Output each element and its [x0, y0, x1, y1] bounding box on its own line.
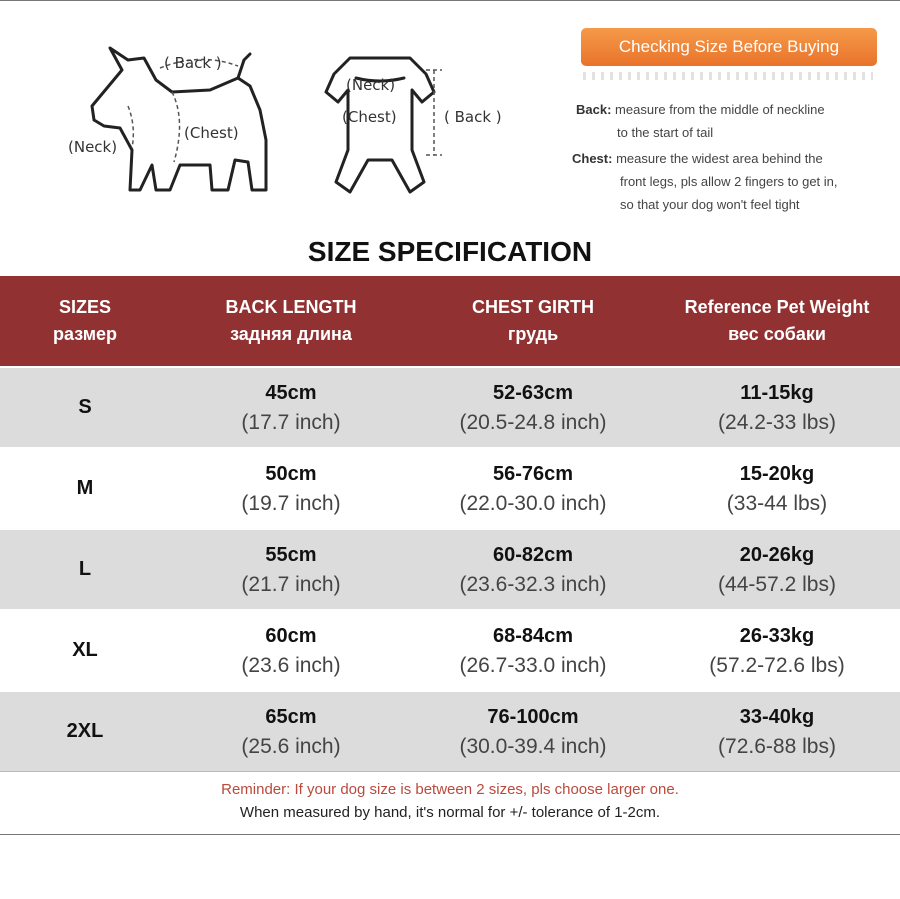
header-back-length-en: BACK LENGTH	[225, 297, 357, 317]
table-bottom-divider	[0, 771, 900, 772]
header-sizes	[0, 276, 170, 366]
table-row	[0, 366, 900, 447]
weight-lbs: (57.2-72.6 lbs)	[709, 653, 845, 677]
header-chest-girth	[412, 276, 654, 366]
weight-kg: 11-15kg	[740, 381, 814, 404]
back-key: Back:	[576, 102, 612, 117]
chest-inch: (30.0-39.4 inch)	[459, 734, 607, 758]
dog-chest-label: (Chest)	[184, 124, 239, 142]
chest-instruction	[572, 147, 823, 170]
bottom-divider	[0, 834, 900, 835]
dog-neck-label: (Neck)	[68, 138, 118, 156]
size-cell: S	[78, 396, 92, 418]
header-back-length-ru: задняя длина	[230, 324, 352, 344]
page-title: SIZE SPECIFICATION	[307, 236, 593, 267]
suit-chest-label: (Chest)	[342, 108, 397, 126]
table-row	[0, 528, 900, 609]
dog-measure-lines	[128, 59, 238, 162]
header-sizes-ru: размер	[52, 324, 118, 344]
back-inch: (19.7 inch)	[241, 491, 341, 515]
back-line-2: to the start of tail	[617, 125, 714, 140]
size-cell: L	[78, 558, 92, 580]
reminder-line-2: When measured by hand, it's normal for +/- tolerance of 1-2cm.	[239, 804, 661, 821]
chest-inch: (26.7-33.0 inch)	[459, 653, 607, 677]
header-chest-girth-en: CHEST GIRTH	[471, 297, 594, 317]
header-pet-weight-ru: вес собаки	[728, 324, 826, 344]
size-cell: XL	[72, 639, 98, 661]
measurement-diagram	[60, 30, 540, 210]
suit-neck-label: (Neck)	[346, 76, 396, 94]
chest-cm: 68-84cm	[492, 624, 574, 647]
table-row	[0, 609, 900, 690]
size-table	[0, 276, 900, 772]
size-cell: 2XL	[66, 720, 104, 742]
chest-cm: 60-82cm	[492, 543, 574, 566]
back-inch: (17.7 inch)	[241, 410, 341, 434]
weight-lbs: (24.2-33 lbs)	[718, 410, 836, 434]
weight-kg: 20-26kg	[739, 543, 815, 566]
weight-lbs: (33-44 lbs)	[726, 491, 828, 515]
header-pet-weight	[654, 276, 900, 366]
weight-kg: 33-40kg	[739, 705, 815, 728]
chest-line-1: measure the widest area behind the	[616, 151, 823, 166]
chest-cm: 56-76cm	[492, 462, 574, 485]
chest-line-3: so that your dog won't feel tight	[620, 197, 800, 212]
decorative-dotted-divider	[583, 72, 873, 80]
weight-lbs: (44-57.2 lbs)	[718, 572, 836, 596]
back-line-1: measure from the middle of neckline	[615, 102, 825, 117]
back-cm: 55cm	[265, 543, 317, 566]
checking-size-banner: Checking Size Before Buying	[581, 28, 877, 66]
weight-kg: 15-20kg	[739, 462, 815, 485]
chest-key: Chest:	[572, 151, 613, 166]
chest-cm: 52-63cm	[492, 381, 574, 404]
size-cell: M	[76, 477, 94, 499]
header-back-length	[170, 276, 412, 366]
chest-inch: (22.0-30.0 inch)	[459, 491, 607, 515]
header-chest-girth-ru: грудь	[507, 324, 559, 344]
back-cm: 50cm	[265, 462, 317, 485]
table-row	[0, 690, 900, 771]
chest-cm: 76-100cm	[487, 705, 579, 728]
back-cm: 45cm	[265, 381, 317, 404]
back-cm: 60cm	[265, 624, 317, 647]
back-inch: (23.6 inch)	[241, 653, 341, 677]
back-cm: 65cm	[265, 705, 317, 728]
back-inch: (21.7 inch)	[241, 572, 341, 596]
weight-lbs: (72.6-88 lbs)	[718, 734, 836, 758]
back-instruction	[576, 98, 825, 121]
chest-inch: (23.6-32.3 inch)	[459, 572, 607, 596]
dog-back-label: ( Back )	[164, 54, 222, 72]
top-divider	[0, 0, 900, 1]
chest-inch: (20.5-24.8 inch)	[459, 410, 607, 434]
table-header	[0, 276, 900, 366]
reminder-line-1: Reminder: If your dog size is between 2 sizes, pls choose larger one.	[221, 781, 679, 798]
chest-line-2: front legs, pls allow 2 fingers to get in,	[620, 174, 838, 189]
suit-back-label: ( Back )	[444, 108, 502, 126]
table-row	[0, 447, 900, 528]
weight-kg: 26-33kg	[739, 624, 815, 647]
back-inch: (25.6 inch)	[241, 734, 341, 758]
header-pet-weight-en: Reference Pet Weight	[684, 297, 870, 317]
header-sizes-en: SIZES	[58, 297, 111, 317]
